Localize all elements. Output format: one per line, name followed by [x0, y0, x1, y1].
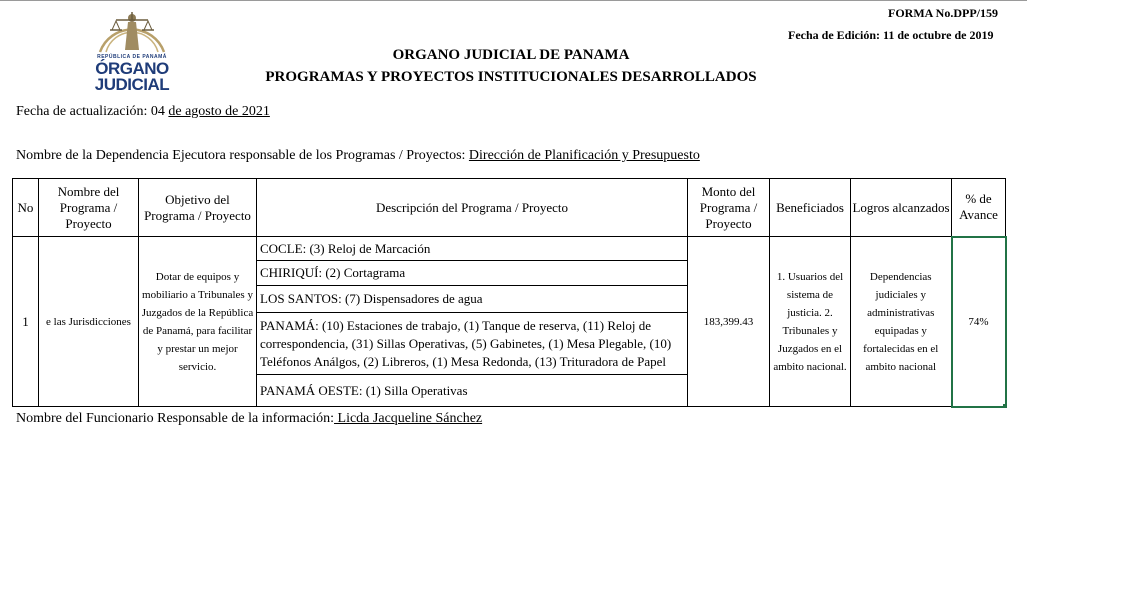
header-objetivo: Objetivo del Programa / Proyecto: [139, 179, 257, 237]
cell-objetivo[interactable]: Dotar de equipos y mobiliario a Tribunales y Juzgados de la República de Panamá, para facilitar y prestar un mejor servicio.: [139, 237, 257, 407]
dependency-label: Nombre de la Dependencia Ejecutora responsable de los Programas / Proyectos:: [16, 148, 469, 163]
cell-nombre[interactable]: e las Jurisdicciones: [39, 237, 139, 407]
cell-descripcion-cocle[interactable]: COCLE: (3) Reloj de Marcación: [257, 237, 688, 261]
header-avance: % de Avance: [952, 179, 1006, 237]
dependency-value: Dirección de Planificación y Presupuesto: [468, 148, 700, 163]
page-top-border: [0, 0, 1027, 1]
header-monto: Monto del Programa / Proyecto: [688, 179, 770, 237]
cell-logros[interactable]: Dependencias judiciales y administrativas equipadas y fortalecidas en el ambito nacional: [851, 237, 952, 407]
avance-value: 74%: [968, 315, 989, 328]
cell-descripcion-los-santos[interactable]: LOS SANTOS: (7) Dispensadores de agua: [257, 286, 688, 313]
header-descripcion: Descripción del Programa / Proyecto: [257, 179, 688, 237]
document-title: ORGANO JUDICIAL DE PANAMA: [392, 47, 630, 63]
update-date-label: Fecha de actualización: 04: [16, 104, 169, 119]
dependency-line: [16, 148, 700, 164]
table-row: [13, 237, 1006, 261]
logo-word-judicial: JUDICIAL: [94, 75, 170, 94]
header-beneficiados: Beneficiados: [770, 179, 851, 237]
cell-descripcion-panama-oeste[interactable]: PANAMÁ OESTE: (1) Silla Operativas: [257, 375, 688, 407]
responsible-line: [16, 411, 482, 427]
update-date-value: de agosto de 2021: [168, 104, 270, 119]
logo-word-organo: ÓRGANO: [95, 59, 169, 78]
responsible-value: Licda Jacqueline Sánchez: [334, 411, 483, 426]
update-date-line: [16, 104, 270, 120]
responsible-label: Nombre del Funcionario Responsable de la información:: [16, 411, 335, 426]
cell-descripcion-panama[interactable]: PANAMÁ: (10) Estaciones de trabajo, (1) Tanque de reserva, (11) Reloj de correspondencia, (31) Sillas Operativas, (5) Gabinetes, (1) Mesa Plegable, (10) Teléfonos Análgos, (2) Libreros, (1) Mesa Redonda, (13) Trituradora de Papel: [257, 313, 688, 375]
document-subtitle: PROGRAMAS Y PROYECTOS INSTITUCIONALES DESARROLLADOS: [265, 69, 757, 85]
header-no: No: [13, 179, 39, 237]
table-header-row: [13, 179, 1006, 237]
edition-date: Fecha de Edición: 11 de octubre de 2019: [788, 28, 994, 42]
programs-table: [12, 178, 1007, 408]
cell-descripcion-chiriqui[interactable]: CHIRIQUÍ: (2) Cortagrama: [257, 261, 688, 286]
selection-fill-handle[interactable]: [1003, 404, 1006, 407]
logo-country-text: REPÚBLICA DE PANAMÁ: [97, 54, 167, 60]
header-nombre: Nombre del Programa / Proyecto: [39, 179, 139, 237]
cell-monto[interactable]: 183,399.43: [688, 237, 770, 407]
form-number: FORMA No.DPP/159: [888, 6, 998, 20]
cell-no[interactable]: 1: [13, 237, 39, 407]
header-logros: Logros alcanzados: [851, 179, 952, 237]
cell-beneficiados[interactable]: 1. Usuarios del sistema de justicia. 2. Tribunales y Juzgados en el ambito nacional.: [770, 237, 851, 407]
cell-avance[interactable]: [952, 237, 1006, 407]
